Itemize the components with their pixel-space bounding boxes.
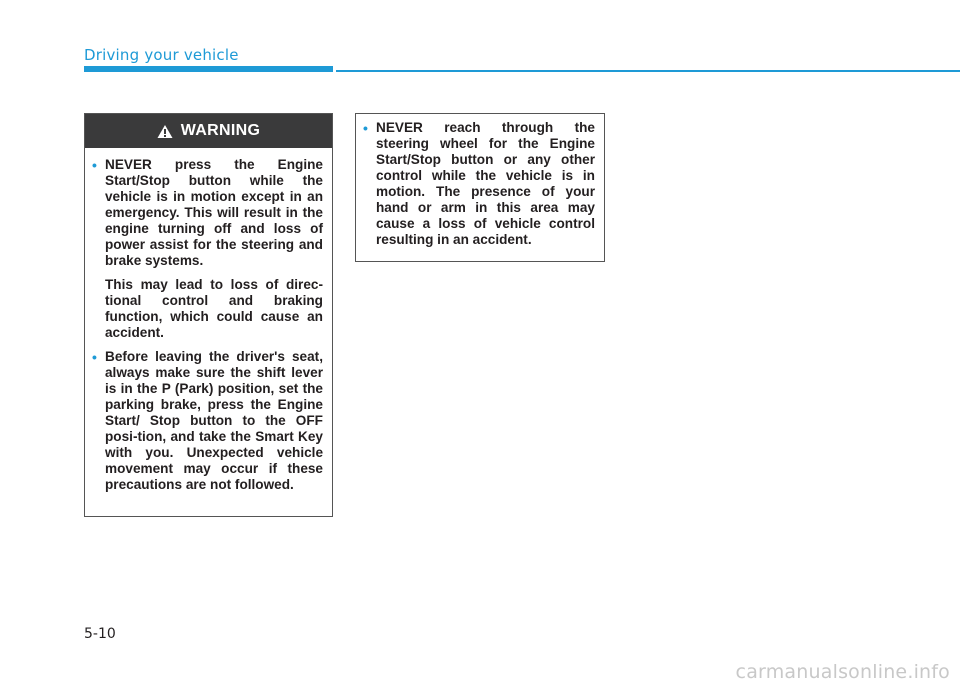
warning-continued-list <box>356 120 604 248</box>
warning-continued-box <box>355 113 605 262</box>
bullet-icon: • <box>92 349 97 365</box>
header-rule <box>336 70 960 72</box>
bullet-icon: • <box>92 157 97 173</box>
warning-header <box>85 114 332 148</box>
warning-list <box>85 157 332 493</box>
bullet-icon: • <box>363 120 368 136</box>
warning-heading: WARNING <box>180 122 261 139</box>
list-item <box>85 349 323 493</box>
section-title: Driving your vehicle <box>84 46 239 64</box>
paragraph: This may lead to loss of direc-tional control and braking function, which could cause an accident. <box>105 277 323 340</box>
page-number: 5-10 <box>84 626 116 642</box>
list-item <box>85 157 323 341</box>
list-item <box>356 120 595 248</box>
paragraph: Before leaving the driver's seat, always make sure the shift lever is in the P (Park) position, set the parking brake, press the Engine Start/ Stop button to the OFF posi-tion, and take the Smart Key with you. Unexpected vehicle movement may occur if these precautions are not followed. <box>105 349 323 492</box>
warning-triangle-icon <box>157 124 173 139</box>
watermark-text: carmanualsonline.info <box>735 661 950 683</box>
paragraph: NEVER press the Engine Start/Stop button while the vehicle is in motion except in an emergency. This will result in the engine turning off and loss of power assist for the steering and brake systems. <box>105 157 323 268</box>
warning-box <box>84 113 333 517</box>
paragraph: NEVER reach through the steering wheel for the Engine Start/Stop button or any other control while the vehicle is in motion. The presence of your hand or arm in this area may cause a loss of vehicle control resulting in an accident. <box>376 120 595 247</box>
header-accent-bar <box>84 66 333 72</box>
